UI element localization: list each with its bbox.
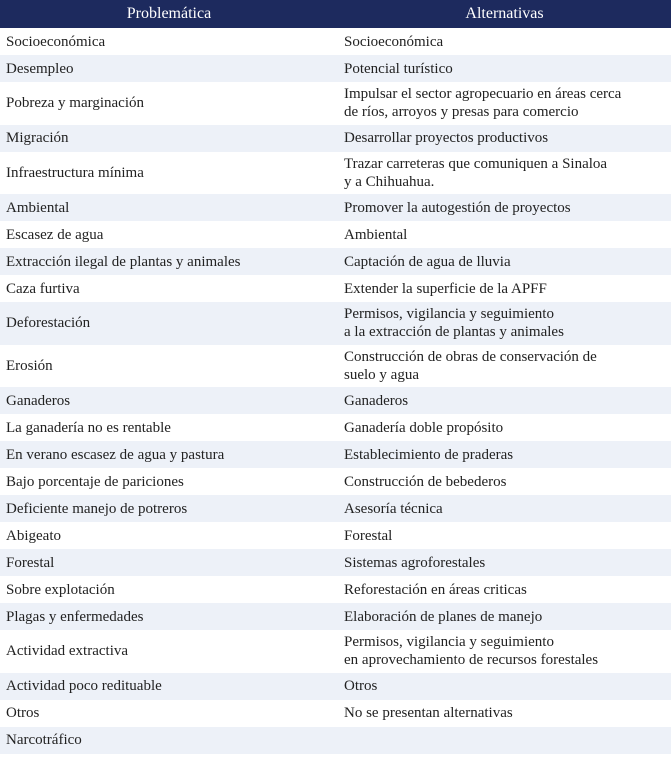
- header-row: [0, 0, 671, 28]
- table-row: [0, 603, 671, 630]
- table-row: [0, 55, 671, 82]
- alternative-line: Ambiental: [344, 226, 408, 243]
- table-row: [0, 700, 671, 727]
- problem-cell: Deficiente manejo de potreros: [0, 495, 338, 522]
- problem-cell: Migración: [0, 125, 338, 152]
- alternative-cell: [338, 194, 671, 221]
- problem-cell: Ambiental: [0, 194, 338, 221]
- problem-cell: Desempleo: [0, 55, 338, 82]
- problem-cell: Infraestructura mínima: [6, 164, 144, 181]
- table-row: [0, 495, 671, 522]
- alternative-cell: [338, 673, 671, 700]
- alternative-cell: [338, 441, 671, 468]
- table-row: [0, 522, 671, 549]
- alternative-line: Socioeconómica: [344, 33, 444, 50]
- table-row: [0, 576, 671, 603]
- problem-cell: Actividad extractiva: [6, 643, 129, 660]
- alternative-line: Forestal: [344, 527, 393, 544]
- alternative-line: Asesoría técnica: [344, 500, 443, 517]
- alternative-line: Ganaderos: [344, 392, 409, 409]
- table-row: [0, 345, 671, 388]
- table-row: [0, 727, 671, 754]
- alternative-line: No se presentan alternativas: [344, 705, 513, 721]
- table-row: [0, 630, 671, 673]
- table-row: [0, 549, 671, 576]
- alternative-cell: [338, 468, 671, 495]
- alternative-line: en aprovechamiento de recursos forestales: [344, 652, 599, 669]
- problem-cell: Pobreza y marginación: [6, 95, 145, 112]
- problem-cell: Sobre explotación: [6, 581, 115, 598]
- alternative-line: Trazar carreteras que comuniquen a Sinaloa: [344, 155, 608, 172]
- alternative-cell: [338, 414, 671, 441]
- header-alternativas: Alternativas: [338, 0, 671, 28]
- table-row: [0, 673, 671, 700]
- table-row: [0, 125, 671, 152]
- alternative-line: Construcción de bebederos: [344, 473, 507, 490]
- alternative-cell: [338, 125, 671, 152]
- alternative-cell: [338, 495, 671, 522]
- table-row: [0, 152, 671, 195]
- alternative-line: Promover la autogestión de proyectos: [344, 199, 571, 216]
- problem-cell: Plagas y enfermedades: [0, 603, 338, 630]
- table-row: [0, 248, 671, 275]
- table-row: [0, 221, 671, 248]
- problem-cell: Bajo porcentaje de pariciones: [6, 473, 184, 490]
- alternative-cell: [338, 522, 671, 549]
- alternative-cell: [338, 221, 671, 248]
- table-row: [0, 414, 671, 441]
- problem-cell: Socioeconómica: [6, 33, 106, 50]
- problem-cell: Deforestación: [0, 302, 338, 345]
- problem-cell: Abigeato: [6, 527, 61, 544]
- alternative-cell: [338, 387, 671, 414]
- alternative-line: Sistemas agroforestales: [344, 554, 486, 571]
- alternative-cell: [338, 576, 671, 603]
- alternative-cell: [338, 28, 671, 55]
- header-problematica: Problemática: [0, 0, 338, 28]
- alternative-line: y a Chihuahua.: [344, 173, 435, 190]
- problem-cell: Narcotráfico: [0, 727, 338, 754]
- alternative-cell: [338, 275, 671, 302]
- alternative-cell: [338, 55, 671, 82]
- alternative-line: Extender la superficie de la APFF: [344, 280, 547, 297]
- table-row: [0, 468, 671, 495]
- problem-cell: Escasez de agua: [6, 226, 104, 243]
- alternative-cell: [338, 152, 671, 195]
- problem-cell: Actividad poco redituable: [0, 673, 338, 700]
- alternative-line: a la extracción de plantas y animales: [344, 324, 564, 341]
- alternative-cell: [338, 82, 671, 125]
- alternative-cell: [338, 603, 671, 630]
- alternative-line: Reforestación en áreas criticas: [344, 581, 527, 598]
- alternative-line: de ríos, arroyos y presas para comercio: [344, 104, 579, 121]
- alternative-line: Potencial turístico: [344, 60, 453, 77]
- table-row: [0, 387, 671, 414]
- alternative-line: Impulsar el sector agropecuario en áreas cerca: [344, 86, 622, 103]
- problem-cell: Forestal: [0, 549, 338, 576]
- table-row: [0, 194, 671, 221]
- table-row: [0, 441, 671, 468]
- alternative-line: Construcción de obras de conservación de: [344, 348, 597, 365]
- alternative-line: Desarrollar proyectos productivos: [344, 130, 549, 146]
- problem-cell: En verano escasez de agua y pastura: [0, 441, 338, 468]
- table-row: [0, 82, 671, 125]
- alternative-line: Otros: [344, 678, 378, 694]
- problem-cell: Ganaderos: [0, 387, 338, 414]
- table-row: [0, 28, 671, 55]
- problem-cell: Caza furtiva: [6, 280, 80, 297]
- alternative-cell: [338, 630, 671, 673]
- problem-cell: Otros: [6, 705, 40, 721]
- problem-cell: Extracción ilegal de plantas y animales: [0, 248, 338, 275]
- alternative-cell: [338, 700, 671, 727]
- alternative-cell: [338, 727, 671, 754]
- alternative-line: suelo y agua: [344, 366, 419, 383]
- table-row: [0, 275, 671, 302]
- problem-cell: Erosión: [6, 357, 53, 374]
- alternative-cell: [338, 248, 671, 275]
- alternative-line: Ganadería doble propósito: [344, 419, 504, 436]
- alternative-line: Permisos, vigilancia y seguimiento: [344, 634, 554, 651]
- alternative-line: Permisos, vigilancia y seguimiento: [344, 306, 554, 323]
- alternative-line: Establecimiento de praderas: [344, 446, 514, 463]
- table-row: [0, 302, 671, 345]
- alternative-line: Elaboración de planes de manejo: [344, 608, 543, 625]
- alternative-line: Captación de agua de lluvia: [344, 253, 511, 270]
- problem-cell: La ganadería no es rentable: [6, 419, 171, 436]
- alternative-cell: [338, 345, 671, 388]
- alternative-cell: [338, 549, 671, 576]
- alternative-cell: [338, 302, 671, 345]
